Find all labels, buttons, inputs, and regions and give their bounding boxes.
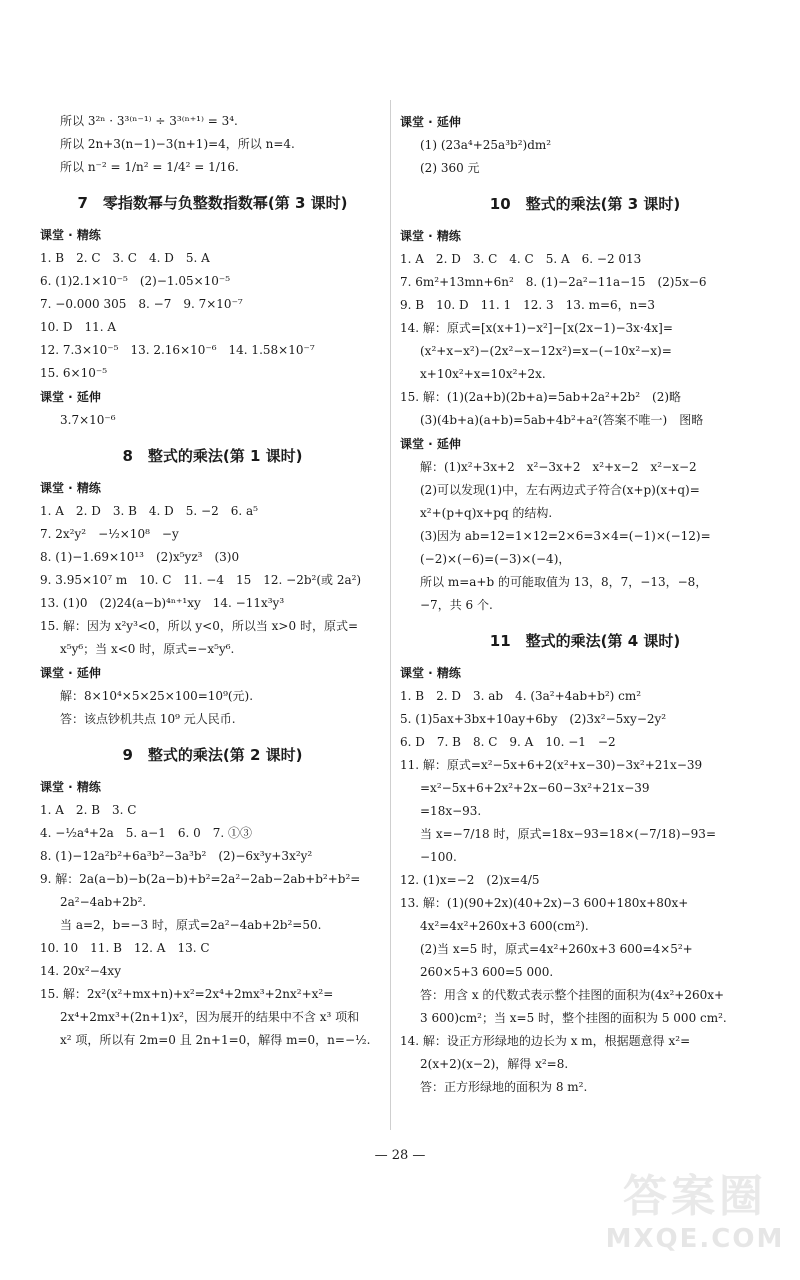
answer-line: −100. — [420, 850, 457, 864]
intro-line: 所以 2n+3(n−1)−3(n+1)=4，所以 n=4. — [60, 137, 295, 151]
answer-line: 当 a=2，b=−3 时，原式=2a²−4ab+2b²=50. — [60, 918, 322, 932]
answer-line: 14. 解：原式=[x(x+1)−x²]−[x(2x−1)−3x·4x]= — [400, 321, 673, 335]
answer-line: 1. A 2. B 3. C — [40, 803, 137, 817]
answer-line: 当 x=−7/18 时，原式=18x−93=18×(−7/18)−93= — [420, 827, 716, 841]
answer-line: 2x⁴+2mx³+(2n+1)x²，因为展开的结果中不含 x³ 项和 — [60, 1010, 360, 1024]
lesson-8-title: 8 整式的乘法(第 1 课时) — [122, 447, 303, 465]
answer-line: (3)(4b+a)(a+b)=5ab+4b²+a²(答案不唯一) 图略 — [420, 413, 704, 427]
lesson-11-title: 11 整式的乘法(第 4 课时) — [489, 632, 681, 650]
lesson-9-title: 9 整式的乘法(第 2 课时) — [122, 746, 303, 764]
page-number: — 28 — — [374, 1148, 426, 1163]
answer-line: 8. (1)−1.69×10¹³ (2)x⁵yz³ (3)0 — [40, 550, 240, 564]
answer-line: 2(x+2)(x−2)，解得 x²=8. — [420, 1057, 569, 1071]
answer-line: (−2)×(−6)=(−3)×(−4)， — [420, 552, 571, 566]
answer-line: (2) 360 元 — [420, 161, 480, 175]
answer-line: 9. 3.95×10⁷ m 10. C 11. −4 15 12. −2b²(或 2a²) — [40, 573, 362, 587]
answer-line: 12. 7.3×10⁻⁵ 13. 2.16×10⁻⁶ 14. 1.58×10⁻⁷ — [40, 343, 315, 357]
answer-line: =18x−93. — [420, 804, 482, 818]
answer-line: −7，共 6 个. — [420, 598, 493, 612]
answer-line: 7. −0.000 305 8. −7 9. 7×10⁻⁷ — [40, 297, 243, 311]
answer-line: (1) (23a⁴+25a³b²)dm² — [420, 138, 552, 152]
answer-line: 9. 解：2a(a−b)−b(2a−b)+b²=2a²−2ab−2ab+b²+b²= — [40, 872, 361, 886]
answer-line: 6. D 7. B 8. C 9. A 10. −1 −2 — [400, 735, 616, 749]
answer-line: 3 600)cm²；当 x=5 时，整个挂图的面积为 5 000 cm². — [420, 1011, 727, 1025]
answer-line: (2)当 x=5 时，原式=4x²+260x+3 600=4×5²+ — [420, 942, 693, 956]
answer-line: 1. B 2. D 3. ab 4. (3a²+4ab+b²) cm² — [400, 689, 642, 703]
lesson-7-title: 7 零指数幂与负整数指数幂(第 3 课时) — [77, 194, 348, 212]
answer-line: 解：8×10⁴×5×25×100=10⁹(元). — [60, 689, 254, 703]
answer-line: 1. A 2. D 3. C 4. C 5. A 6. −2 013 — [400, 252, 642, 266]
answer-line: 答：正方形绿地的面积为 8 m². — [420, 1080, 588, 1094]
answer-line: 7. 6m²+13mn+6n² 8. (1)−2a²−11a−15 (2)5x−6 — [400, 275, 707, 289]
answer-line: 11. 解：原式=x²−5x+6+2(x²+x−30)−3x²+21x−39 — [400, 758, 703, 772]
answer-line: 解：(1)x²+3x+2 x²−3x+2 x²+x−2 x²−x−2 — [420, 460, 697, 474]
watermark-logo — [600, 1160, 790, 1270]
watermark-text: 答案圈 — [623, 1171, 767, 1222]
section-practice: 课堂 · 精练 — [40, 228, 101, 242]
answer-line: 6. (1)2.1×10⁻⁵ (2)−1.05×10⁻⁵ — [40, 274, 231, 288]
answer-line: 3.7×10⁻⁶ — [60, 413, 116, 427]
answer-line: 答：该点钞机共点 10⁹ 元人民币. — [60, 712, 236, 726]
answer-line: 9. B 10. D 11. 1 12. 3 13. m=6，n=3 — [400, 298, 656, 312]
left-column — [40, 110, 385, 1052]
answer-line: 答：用含 x 的代数式表示整个挂图的面积为(4x²+260x+ — [420, 988, 725, 1002]
answer-line: 15. 6×10⁻⁵ — [40, 366, 108, 380]
answer-line: x² 项，所以有 2m=0 且 2n+1=0，解得 m=0，n=−½. — [60, 1033, 371, 1047]
intro-line: 所以 3²ⁿ · 3³⁽ⁿ⁻¹⁾ ÷ 3³⁽ⁿ⁺¹⁾ = 3⁴. — [60, 114, 238, 128]
answer-line: 15. 解：因为 x²y³<0，所以 y<0，所以当 x>0 时，原式= — [40, 619, 358, 633]
answer-line: (3)因为 ab=12=1×12=2×6=3×4=(−1)×(−12)= — [420, 529, 711, 543]
answer-line: 2a²−4ab+2b². — [60, 895, 147, 909]
answer-line: 260×5+3 600=5 000. — [420, 965, 554, 979]
section-extension: 课堂 · 延伸 — [40, 390, 101, 404]
answer-line: x+10x²+x=10x²+2x. — [420, 367, 546, 381]
answer-line: 15. 解：(1)(2a+b)(2b+a)=5ab+2a²+2b² (2)略 — [400, 390, 682, 404]
answer-line: x²+(p+q)x+pq 的结构. — [420, 506, 553, 520]
answer-line: 10. D 11. A — [40, 320, 117, 334]
answer-line: (2)可以发现(1)中，左右两边式子符合(x+p)(x+q)= — [420, 483, 700, 497]
section-extension: 课堂 · 延伸 — [400, 437, 461, 451]
answer-line: 12. (1)x=−2 (2)x=4/5 — [400, 873, 540, 887]
answer-line: =x²−5x+6+2x²+2x−60−3x²+21x−39 — [420, 781, 650, 795]
section-extension: 课堂 · 延伸 — [400, 115, 461, 129]
answer-line: 8. (1)−12a²b²+6a³b²−3a³b² (2)−6x³y+3x²y² — [40, 849, 313, 863]
answer-line: x⁵y⁶；当 x<0 时，原式=−x⁵y⁶. — [60, 642, 235, 656]
intro-line: 所以 n⁻² = 1/n² = 1/4² = 1/16. — [60, 160, 239, 174]
answer-line: 所以 m=a+b 的可能取值为 13，8，7，−13，−8， — [420, 575, 708, 589]
answer-line: 10. 10 11. B 12. A 13. C — [40, 941, 210, 955]
answer-line: 14. 20x²−4xy — [40, 964, 121, 978]
answer-line: 14. 解：设正方形绿地的边长为 x m，根据题意得 x²= — [400, 1034, 691, 1048]
section-practice: 课堂 · 精练 — [40, 481, 101, 495]
answer-line: 15. 解：2x²(x²+mx+n)+x²=2x⁴+2mx³+2nx²+x²= — [40, 987, 334, 1001]
section-practice: 课堂 · 精练 — [400, 666, 461, 680]
section-practice: 课堂 · 精练 — [400, 229, 461, 243]
answer-line: 4x²=4x²+260x+3 600(cm²). — [420, 919, 589, 933]
right-column — [400, 110, 770, 1099]
answer-line: 13. 解：(1)(90+2x)(40+2x)−3 600+180x+80x+ — [400, 896, 689, 910]
answer-line: 13. (1)0 (2)24(a−b)⁴ⁿ⁺¹xy 14. −11x³y³ — [40, 596, 285, 610]
answer-line: 4. −½a⁴+2a 5. a−1 6. 0 7. ①③ — [40, 826, 253, 840]
section-practice: 课堂 · 精练 — [40, 780, 101, 794]
answer-line: (x²+x−x²)−(2x²−x−12x²)=x−(−10x²−x)= — [420, 344, 672, 358]
column-divider — [390, 100, 391, 1130]
answer-line: 5. (1)5ax+3bx+10ay+6by (2)3x²−5xy−2y² — [400, 712, 667, 726]
watermark-url: MXQE.COM — [605, 1224, 785, 1254]
section-extension: 课堂 · 延伸 — [40, 666, 101, 680]
answer-line: 7. 2x²y² −½×10⁸ −y — [40, 527, 179, 541]
lesson-10-title: 10 整式的乘法(第 3 课时) — [489, 195, 681, 213]
answer-line: 1. A 2. D 3. B 4. D 5. −2 6. a⁵ — [40, 504, 258, 518]
answer-line: 1. B 2. C 3. C 4. D 5. A — [40, 251, 210, 265]
